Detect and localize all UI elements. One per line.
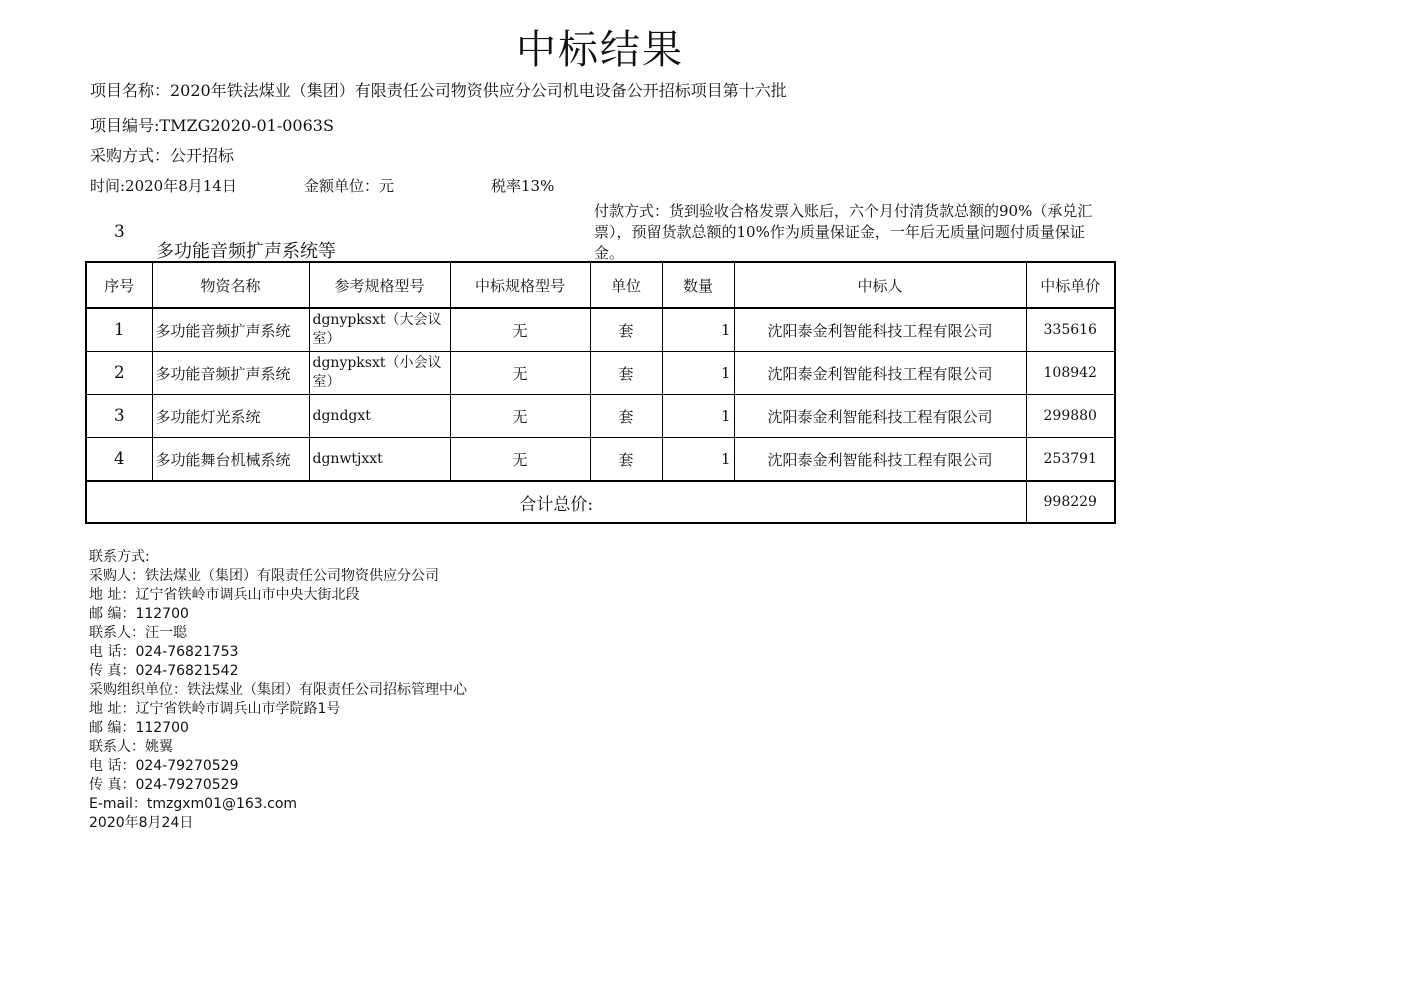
row-quantity: 1 — [662, 395, 734, 438]
contact-agency-address: 地 址：辽宁省铁岭市调兵山市学院路1号 — [89, 701, 341, 717]
row-win-spec: 无 — [450, 308, 590, 352]
procurement-method: 采购方式：公开招标 — [90, 146, 235, 165]
contact-purchaser: 采购人：铁法煤业（集团）有限责任公司物资供应分公司 — [89, 568, 439, 584]
section-number: 3 — [114, 222, 125, 242]
row-unit-price: 299880 — [1026, 395, 1115, 438]
bid-result-table — [85, 261, 1116, 524]
row-no: 1 — [86, 308, 152, 352]
total-label: 合计总价: — [86, 481, 1026, 523]
row-unit: 套 — [590, 438, 662, 482]
header-winner: 中标人 — [734, 262, 1026, 308]
table-header-row — [86, 262, 1115, 308]
table-row — [86, 308, 1115, 352]
announcement-date: 时间:2020年8月14日 — [90, 177, 237, 195]
page-title: 中标结果 — [516, 27, 684, 73]
contact-block — [89, 548, 467, 833]
row-unit: 套 — [590, 395, 662, 438]
total-value: 998229 — [1026, 481, 1115, 523]
row-no: 3 — [86, 395, 152, 438]
project-number: 项目编号:TMZG2020-01-0063S — [90, 116, 334, 135]
header-material-name: 物资名称 — [152, 262, 309, 308]
header-ref-spec: 参考规格型号 — [309, 262, 450, 308]
contact-agency: 采购组织单位：铁法煤业（集团）有限责任公司招标管理中心 — [89, 682, 467, 698]
table-row — [86, 438, 1115, 482]
row-ref-spec: dgnwtjxxt — [309, 438, 450, 482]
row-unit: 套 — [590, 308, 662, 352]
row-winner: 沈阳泰金利智能科技工程有限公司 — [734, 308, 1026, 352]
row-ref-spec: dgndgxt — [309, 395, 450, 438]
contact-email: E-mail：tmzgxm01@163.com — [89, 796, 298, 812]
row-material-name: 多功能音频扩声系统 — [152, 352, 309, 395]
header-unit-price: 中标单价 — [1026, 262, 1115, 308]
contact-purchaser-postcode: 邮 编：112700 — [89, 606, 189, 622]
contact-heading: 联系方式: — [89, 549, 150, 565]
row-ref-spec: dgnypksxt（小会议室） — [309, 352, 450, 395]
row-winner: 沈阳泰金利智能科技工程有限公司 — [734, 395, 1026, 438]
table-row — [86, 352, 1115, 395]
contact-agency-phone: 电 话：024-79270529 — [89, 758, 239, 774]
contact-purchaser-phone: 电 话：024-76821753 — [89, 644, 239, 660]
row-quantity: 1 — [662, 308, 734, 352]
row-unit-price: 335616 — [1026, 308, 1115, 352]
row-material-name: 多功能灯光系统 — [152, 395, 309, 438]
table-row — [86, 395, 1115, 438]
row-winner: 沈阳泰金利智能科技工程有限公司 — [734, 438, 1026, 482]
contact-agency-postcode: 邮 编：112700 — [89, 720, 189, 736]
row-quantity: 1 — [662, 438, 734, 482]
header-win-spec: 中标规格型号 — [450, 262, 590, 308]
row-unit: 套 — [590, 352, 662, 395]
contact-purchaser-address: 地 址：辽宁省铁岭市调兵山市中央大街北段 — [89, 587, 360, 603]
row-material-name: 多功能舞台机械系统 — [152, 438, 309, 482]
contact-purchaser-person: 联系人：汪一聪 — [89, 625, 187, 641]
contact-agency-person: 联系人：姚翼 — [89, 739, 173, 755]
row-ref-spec: dgnypksxt（大会议室） — [309, 308, 450, 352]
header-unit: 单位 — [590, 262, 662, 308]
contact-date: 2020年8月24日 — [89, 815, 194, 831]
row-quantity: 1 — [662, 352, 734, 395]
section-name: 多功能音频扩声系统等 — [156, 241, 336, 262]
project-name: 项目名称：2020年铁法煤业（集团）有限责任公司物资供应分公司机电设备公开招标项目第十六批 — [90, 81, 787, 100]
payment-terms: 付款方式：货到验收合格发票入账后，六个月付清货款总额的90%（承兑汇票），预留货款总额的10%作为质量保证金，一年后无质量问题付质量保证金。 — [594, 202, 1093, 262]
row-unit-price: 253791 — [1026, 438, 1115, 482]
row-win-spec: 无 — [450, 352, 590, 395]
header-quantity: 数量 — [662, 262, 734, 308]
row-win-spec: 无 — [450, 395, 590, 438]
row-winner: 沈阳泰金利智能科技工程有限公司 — [734, 352, 1026, 395]
row-no: 2 — [86, 352, 152, 395]
contact-purchaser-fax: 传 真：024-76821542 — [89, 663, 239, 679]
header-no: 序号 — [86, 262, 152, 308]
row-win-spec: 无 — [450, 438, 590, 482]
contact-agency-fax: 传 真：024-79270529 — [89, 777, 239, 793]
row-material-name: 多功能音频扩声系统 — [152, 308, 309, 352]
total-row — [86, 481, 1115, 523]
row-no: 4 — [86, 438, 152, 482]
row-unit-price: 108942 — [1026, 352, 1115, 395]
amount-unit: 金额单位：元 — [304, 177, 395, 195]
tax-rate: 税率13% — [491, 177, 555, 195]
